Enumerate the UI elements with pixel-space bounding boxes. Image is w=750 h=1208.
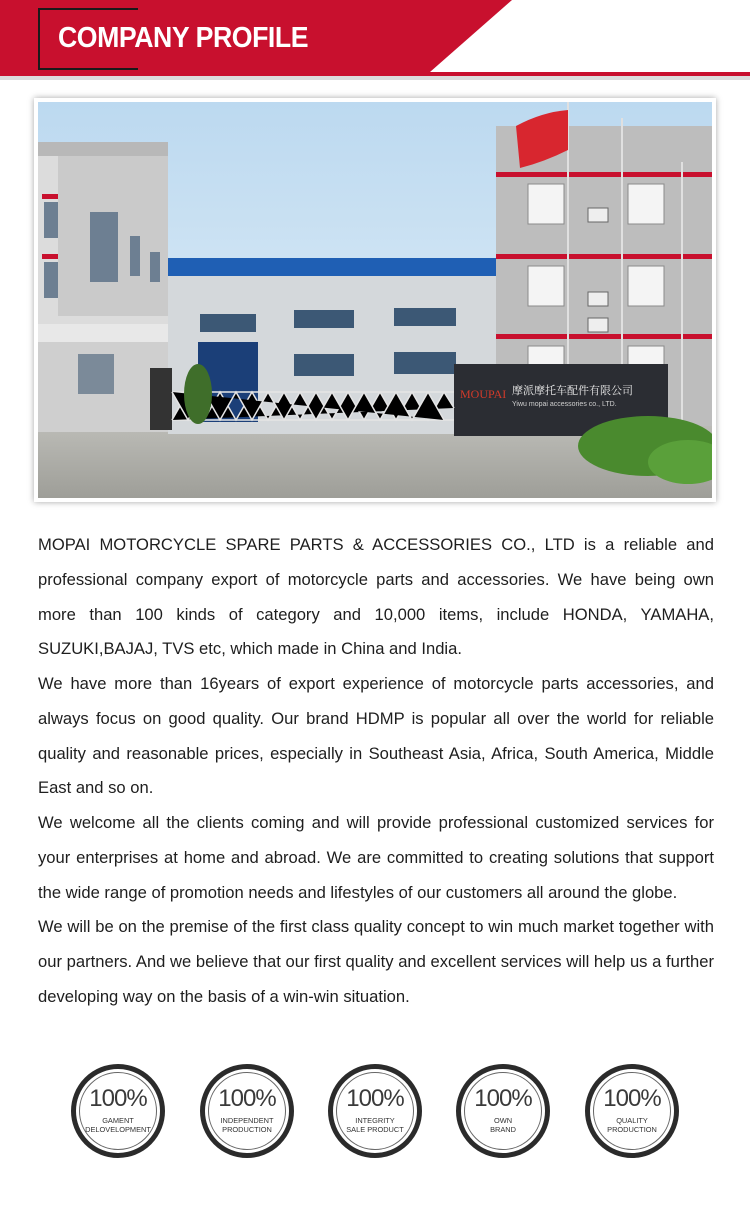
badge-percent: 100% [603, 1085, 661, 1112]
profile-paragraph: We welcome all the clients coming and will provide professional customized services for your enterprises at home and abroad. We are committed to creating solutions that support the wide range of promotion needs and lifestyles of our customers all around the globe. [38, 813, 714, 902]
header-banner [0, 0, 750, 82]
profile-paragraph: We have more than 16years of export experience of motorcycle parts accessories, and always focus on good quality. Our brand HDMP is popular all over the world for reliable quality and reasonable prices, especially in Southeast Asia, Africa, South America, Middle East and so on. [38, 674, 714, 798]
badge-percent: 100% [474, 1085, 532, 1112]
badge-garment-development [71, 1064, 165, 1158]
badge-independent-production [200, 1064, 294, 1158]
badge-label: INDEPENDENT PRODUCTION [220, 1116, 274, 1134]
badge-label: QUALITY PRODUCTION [607, 1116, 657, 1134]
badge-label: GAMENT DELOVELOPMENT [85, 1116, 151, 1134]
company-profile-text [38, 528, 714, 1015]
badge-percent: 100% [218, 1085, 276, 1112]
factory-photo [38, 102, 712, 498]
factory-photo-frame [34, 98, 716, 502]
badge-integrity-sale [328, 1064, 422, 1158]
sign-english: Yiwu mopai accessories co., LTD. [512, 401, 617, 408]
page-title: COMPANY PROFILE [58, 22, 309, 54]
badge-percent: 100% [346, 1085, 404, 1112]
profile-paragraph: We will be on the premise of the first class quality concept to win much market together with our partners. And we believe that our first quality and excellent services will help us a further developing way on the basis of a win-win situation. [38, 917, 714, 1006]
profile-paragraph: MOPAI MOTORCYCLE SPARE PARTS & ACCESSORIES CO., LTD is a reliable and professional company export of motorcycle parts and accessories. We have being own more than 100 kinds of category and 10,000 items, include HONDA, YAMAHA, SUZUKI,BAJAJ, TVS etc, which made in China and India. [38, 535, 714, 659]
sign-chinese: 摩派摩托车配件有限公司 [512, 384, 633, 397]
badge-label: OWN BRAND [490, 1116, 516, 1134]
quality-badges [0, 1064, 750, 1164]
badge-label: INTEGRITY SALE PRODUCT [346, 1116, 404, 1134]
badge-percent: 100% [89, 1085, 147, 1112]
badge-own-brand [456, 1064, 550, 1158]
badge-quality-production [585, 1064, 679, 1158]
sign-logo: MOUPAI [460, 387, 507, 401]
